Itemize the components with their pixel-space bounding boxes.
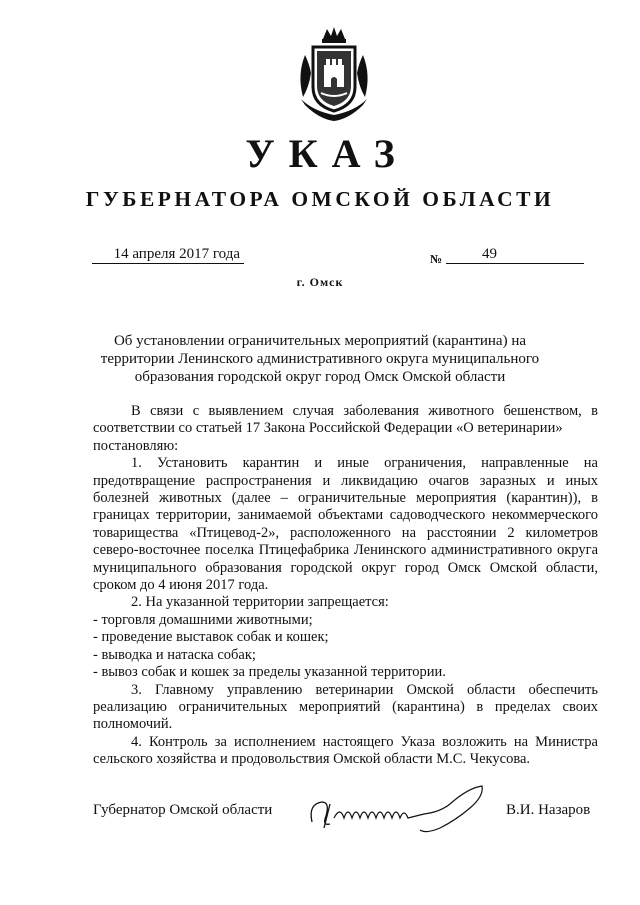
number-label: № <box>430 252 443 266</box>
list-item: - вывоз собак и кошек за пределы указанной территории. <box>93 664 446 681</box>
signatory-role: Губернатор Омской области <box>93 802 273 818</box>
handwritten-signature <box>300 782 490 837</box>
clause-2: 2. На указанной территории запрещается: <box>131 594 389 611</box>
coat-of-arms-icon <box>293 25 375 123</box>
document-body <box>93 403 598 769</box>
city-label: г. Омск <box>296 275 344 289</box>
document-subtitle: ГУБЕРНАТОРА ОМСКОЙ ОБЛАСТИ <box>85 187 555 211</box>
list-item: - торговля домашними животными; <box>93 611 313 628</box>
document-heading: Об установлении ограничительных мероприятий (карантина) на территории Ленинского административного округа муниципального образования городской округ город Омск Омской области <box>100 333 540 385</box>
preamble-paragraph: В связи с выявлением случая заболевания животного бешенством, в соответствии со статьей 17 Закона Российской Федерации «О ветеринарии» <box>93 403 598 437</box>
list-item: - выводка и натаска собак; <box>93 646 256 663</box>
clause-1: 1. Установить карантин и иные ограничения, направленные на предотвращение распространения и ликвидацию очагов заразных и иных болезней животных (далее – ограничительные мероприятия (карантин)), в границах территории, занимаемой объектами садоводческого некоммерческого товарищества «Птицевод-2», расположенного на расстоянии 2 километров северо-восточнее поселка Птицефабрика Ленинского административного округа муниципального образования городской округ город Омск Омской области, сроком до 4 июня 2017 года. <box>93 455 598 594</box>
document-title: УКАЗ <box>245 131 409 176</box>
clause-4: 4. Контроль за исполнением настоящего Указа возложить на Министра сельского хозяйства и продовольствия Омской области М.С. Чекусова. <box>93 733 598 768</box>
document-date: 14 апреля 2017 года <box>92 245 244 264</box>
list-item: - проведение выставок собак и кошек; <box>93 629 329 646</box>
signatory-name: В.И. Назаров <box>506 802 591 818</box>
decree-word: постановляю: <box>93 437 179 454</box>
document-number: 49 <box>446 245 584 264</box>
clause-3: 3. Главному управлению ветеринарии Омской области обеспечить реализацию ограничительных мероприятий (карантина) в пределах своих полномочий. <box>93 681 598 733</box>
